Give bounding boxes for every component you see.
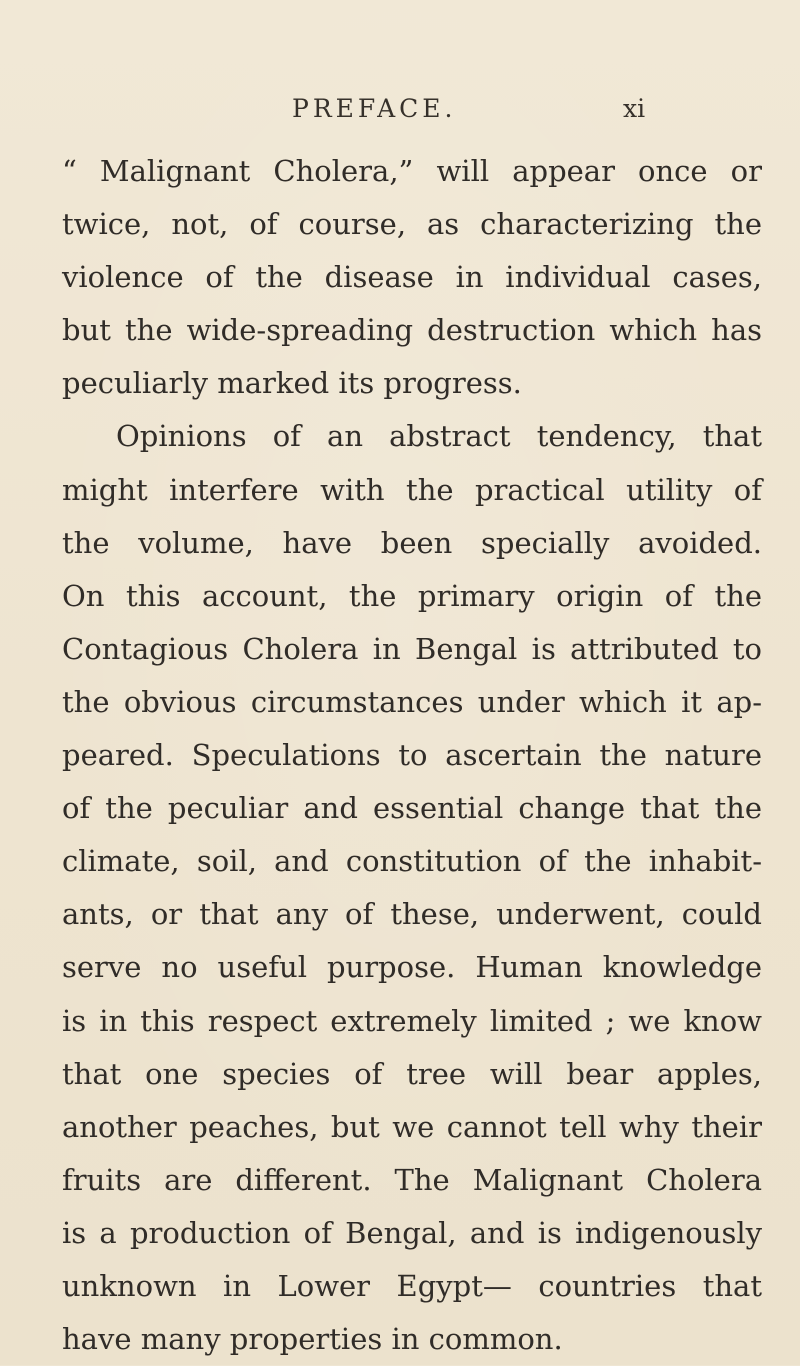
text-line: have many properties in common.	[62, 1322, 563, 1357]
text-line: another peaches, but we cannot tell why their	[62, 1109, 762, 1144]
text-line: the volume, have been specially avoided.	[62, 525, 762, 560]
text-line: that one species of tree will bear apples,	[62, 1056, 762, 1091]
text-line: fruits are different. The Malignant Cholera	[62, 1162, 762, 1197]
text-line: peculiarly marked its progress.	[62, 366, 522, 401]
text-line: On this account, the primary origin of the	[62, 578, 762, 613]
text-line: violence of the disease in individual cases,	[62, 260, 762, 295]
body-text	[62, 145, 762, 1366]
text-line: the obvious circumstances under which it ap-	[62, 684, 762, 719]
text-line: peared. Speculations to ascertain the nature	[62, 738, 762, 773]
text-line: might interfere with the practical utility of	[62, 472, 762, 507]
text-line: is in this respect extremely limited ; we know	[62, 1003, 762, 1038]
text-line: of the peculiar and essential change that the	[62, 791, 762, 826]
text-line: serve no useful purpose. Human knowledge	[62, 950, 762, 985]
text-line: but the wide-spreading destruction which has	[62, 313, 762, 348]
text-line: Opinions of an abstract tendency, that	[116, 419, 762, 454]
text-line: twice, not, of course, as characterizing the	[62, 207, 762, 242]
page-number: xi	[623, 94, 646, 123]
running-head: PREFACE.	[292, 94, 457, 123]
text-line: “ Malignant Cholera,” will appear once or	[62, 154, 762, 188]
text-line: unknown in Lower Egypt— countries that	[62, 1268, 762, 1303]
text-line: Contagious Cholera in Bengal is attributed to	[62, 631, 762, 666]
text-line: climate, soil, and constitution of the inhabit-	[62, 844, 762, 879]
text-line: ants, or that any of these, underwent, could	[62, 897, 762, 932]
page-header	[0, 92, 800, 132]
text-line: is a production of Bengal, and is indigenously	[62, 1215, 762, 1250]
